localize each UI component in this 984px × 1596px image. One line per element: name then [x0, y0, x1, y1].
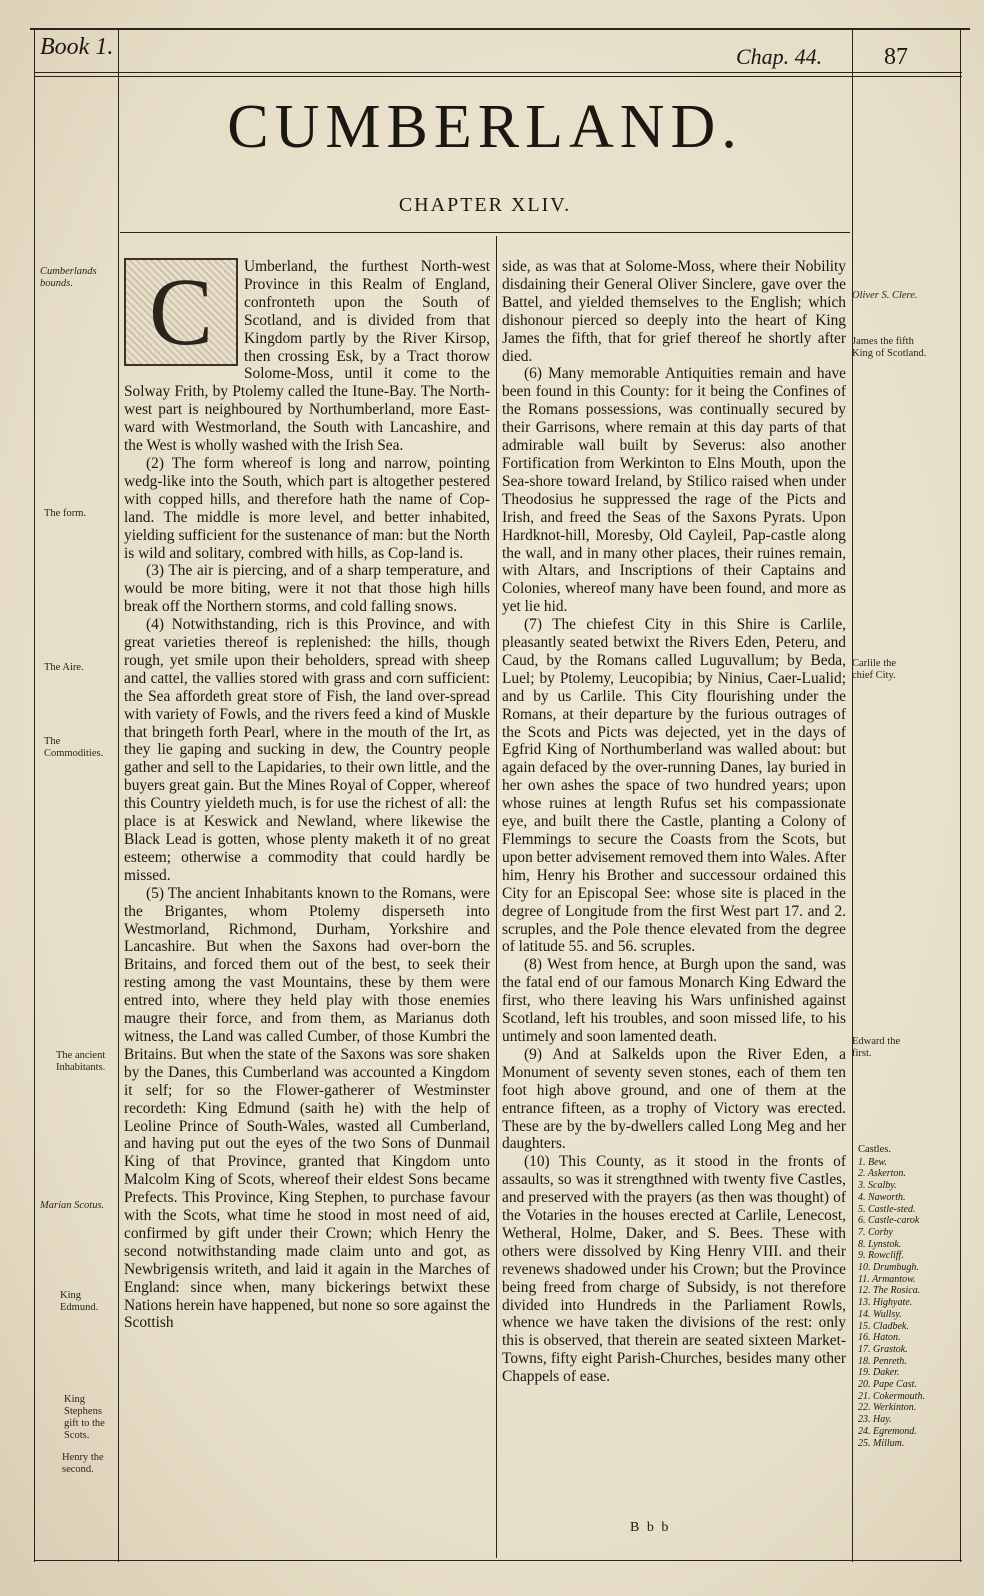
margin-note-stephen: King Stephens gift to the Scots. — [64, 1394, 105, 1441]
margin-note-edward: Edward the first. — [852, 1036, 901, 1059]
paragraph-10: (10) This County, as it stood in the fronts of assaults, so was it strengthned with twenty five Castles, and preserved with the prayers (as then was thought) of the Votaries in the houses erected at Carlile, Lenecost, Wetheral, Holme, Daker, and S. Bees. These with others were dissolved by King Henry VIII. and their revenews shadowed under his Crown; but the Province being freed from charge of Subsidy, is not therefore divided into Hundreds in the Parliament Rowls, whence we have taken the divisions of the rest: only this is observed, that therein are seated sixteen Market-Towns, fifty eight Parish-Churches, besides many other Chappels of ease. — [502, 1153, 846, 1386]
ornamental-dropcap — [124, 258, 238, 366]
paragraph-2: (2) The form whereof is long and narrow, pointing wedg-like into the South, which part is altogether pestered with copped hills, and therefore hath the name of Cop-land. The middle is more level, and better inhabited, yielding sufficient for the sustenance of man: but the North is wild and solitary, combred with hills, as Cop-land is. — [124, 454, 490, 562]
paragraph-3: (3) The air is piercing, and of a sharp temperature, and would be more biting, were it not that those high hills break off the Northern storms, and cold falling snows. — [124, 562, 490, 616]
margin-note-inhabitants: The ancient Inhabitants. — [56, 1050, 106, 1073]
castles-items — [858, 1157, 958, 1450]
list-item: 3. Scalby. — [858, 1180, 897, 1192]
paragraph-5: (5) The ancient Inhabitants known to the Romans, were the Brigantes, whom Ptolemy disperseth into Westmorland, Richmond, Durham, Yorkshire and Lancashire. But when the Saxons had over-born the Britains, and forced them out of the best, to seek their resting among the vast Mountains, these by them were entred into, where they held play with those enemies maugre their force, and from them, as Marianus doth witness, the Land was called Cumber, of those Kumbri the Britains. But when the state of the Saxons was sore shaken by the Danes, this Cumberland was accounted a Kingdom it self; for so the Flower-gatherer of Westminster recordeth: King Edmund (saith he) with the help of Leoline Prince of South-Wales, wasted all Cumberland, and having put out the eyes of the two Sons of Dunmail King of that Province, granted that Kingdom unto Malcolm King of Scots, whereof their eldest Sons became Prefects. This Province, King Stephen, to purchase favour with the Scots, what time he stood in most need of aid, confirmed by gift under their Crown; which Henry the second notwithstanding made claim unto and got, as Newbrigensis writeth, and laid it again in the Marches of England: since when, many bickerings betwixt these Nations herein have happened, but none so sore against the Scottish — [124, 884, 490, 1332]
margin-note-marian: Marian Scotus. — [40, 1200, 105, 1211]
paragraph-9: (9) And at Salkelds upon the River Eden, a Monument of seventy seven stones, each of them ten foot high above ground, and one of them at the entrance fifteen, as a trophy of Victory was erected. These are by the by-dwellers called Long Meg and her daughters. — [502, 1045, 846, 1153]
top-rule — [30, 28, 970, 30]
list-item: 16. Haton. — [858, 1332, 901, 1344]
paragraph-6: (6) Many memorable Antiquities remain and have been found in this County: for it being the Confines of the Romans possessions, was continually secured by their Garrisons, where remain at this day parts of that admirable wall built by Severus: also another Fortification from Werkinton to Elns Mouth, upon the Sea-shore toward Ireland, by Stilico raised when under Theodosius he suppressed the rage of the Picts and Irish, and freed the Seas of the Saxons Pyrats. Upon Hardknot-hill, Moresby, Old Cayleil, Pap-castle along the wall, and in many other places, their ruines remain, with Altars, and Inscriptions of their Captains and Colonies, whereof many have been found, and more as yet lie hid. — [502, 365, 846, 616]
page-title: CUMBERLAND. — [227, 93, 743, 161]
castles-title: Castles. — [858, 1144, 891, 1155]
chapter-rule — [120, 232, 850, 233]
left-text-rule — [118, 28, 119, 1562]
list-item: 17. Grastok. — [858, 1343, 908, 1355]
list-item: 14. Wullsy. — [858, 1308, 902, 1320]
list-item: 10. Drumbugh. — [858, 1262, 919, 1274]
list-item: 12. The Rosica. — [858, 1285, 921, 1297]
list-item: 7. Corby — [858, 1226, 893, 1238]
margin-note-form: The form. — [44, 508, 86, 519]
margin-note-carlile: Carlile the chief City. — [852, 658, 897, 681]
list-item: 21. Cokermouth. — [858, 1390, 925, 1402]
paragraph-8: (8) West from hence, at Burgh upon the sand, was the fatal end of our famous Monarch King Edward the first, who there leaving his Wars unfinished against Scotland, left his troubles, and soon missed life, to his untimely and soon lamented death. — [502, 956, 846, 1045]
list-item: 11. Armantow. — [858, 1273, 916, 1285]
list-item: 24. Egremond. — [858, 1425, 917, 1437]
list-item: 8. Lynstok. — [858, 1238, 902, 1250]
page-number: 87 — [884, 44, 908, 70]
list-item: 18. Penreth. — [858, 1355, 907, 1367]
header-rule-2 — [34, 76, 962, 77]
right-margin-rule — [960, 28, 961, 1562]
margin-note-edmund: King Edmund. — [60, 1290, 99, 1313]
margin-note-henry: Henry the second. — [62, 1452, 104, 1475]
left-text-column — [124, 258, 490, 1332]
book-label: Book 1. — [40, 34, 114, 60]
list-item: 1. Bew. — [858, 1156, 887, 1168]
list-item: 6. Castle-carok — [858, 1215, 920, 1227]
margin-note-aire: The Aire. — [44, 662, 84, 673]
paragraph-4: (4) Notwithstanding, rich is this Province, and with great varieties thereof is replenished: the hills, though rough, yet smile upon their beholders, spread with sheep and cattel, the vallies stored with grass and corn sufficient: the Sea affordeth great store of Fish, the land over-spread with variety of Fowls, and the rivers feed a kind of Muskle that bringeth forth Pearl, where in the mouth of the Irt, as they lie gaping and sucking in dew, the Country people gather and sell to the Lapidaries, to their own little, and the buyers great gain. But the Mines Royal of Copper, whereof this Country yieldeth much, is for use the richest of all: the place is at Keswick and Newland, where likewise the Black Lead is gotten, whose plenty maketh it of no great esteem; otherwise a commodity that could hardly be missed. — [124, 616, 490, 884]
list-item: 9. Rowcliff. — [858, 1250, 904, 1262]
column-divider — [496, 236, 497, 1558]
chapter-label: Chap. 44. — [736, 44, 823, 69]
list-item: 13. Highyate. — [858, 1297, 913, 1309]
margin-note-oliver: Oliver S. Clere. — [852, 290, 918, 301]
paragraph-7: (7) The chiefest City in this Shire is Carlile, pleasantly seated betwixt the Rivers Eden, Peteru, and Caud, by the Romans called Luguvallum; by Beda, Luel; by Ptolemy, Leucopibia; by Ninius, Caer-Lualid; and by us Carlile. This City flourishing under the Romans, at their departure by the furious outrages of the Scots and Picts was dejected, yet in the days of Egfrid King of Northumberland was walled about: but again defaced by the over-running Danes, lay buried in her own ashes the space of two hundred years; upon whose ruines at length Rufus set his compassionate eye, and built there the Castle, planting a Colony of Flemmings to secure the Coasts from the Scots, but upon better advisement removed them into Wales. After him, Henry his Brother and successour ordained this City for an Episcopal See: whose site is placed in the degree of Longitude from the first West part 17. and 2. scruples, and the Pole thence elevated from the degree of latitude 55. and 56. scruples. — [502, 616, 846, 956]
list-item: 20. Pape Cast. — [858, 1379, 917, 1391]
chapter-heading: CHAPTER XLIV. — [398, 194, 572, 216]
margin-note-bounds: Cumberlands bounds. — [40, 266, 97, 289]
right-text-column — [502, 258, 846, 1386]
list-item: 5. Castle-sted. — [858, 1203, 916, 1215]
castles-list — [858, 1144, 958, 1449]
list-item: 2. Askerton. — [858, 1168, 906, 1180]
signature-mark: B b b — [630, 1520, 671, 1535]
list-item: 25. Millum. — [858, 1437, 905, 1449]
right-text-rule — [852, 28, 853, 1562]
list-item: 4. Naworth. — [858, 1191, 906, 1203]
list-item: 19. Daker. — [858, 1367, 900, 1379]
bottom-rule — [34, 1560, 962, 1561]
paragraph-1: Umberland, the furthest North-west Province in this Realm of England, confronteth upon the South of Scotland, and is divided from that Kingdom partly by the River Kirsop, then crossing Esk, by a Tract thorow Solome-Moss, until it come to the Solway Frith, by Ptolemy called the Itune-Bay. The North-west part is neighboured by Northumberland, more East-ward with Westmorland, the South with Lancashire, and the West is wholly washed with the Irish Sea. — [124, 258, 490, 455]
list-item: 23. Hay. — [858, 1414, 892, 1426]
margin-note-commodities: The Commodities. — [44, 736, 104, 759]
list-item: 22. Werkinton. — [858, 1402, 917, 1414]
margin-note-james: James the fifth King of Scotland. — [852, 336, 927, 359]
list-item: 15. Cladbek. — [858, 1320, 909, 1332]
header-rule — [34, 72, 962, 73]
dropcap-letter: C — [148, 258, 214, 365]
paragraph-5-cont: side, as was that at Solome-Moss, where their Nobility disdaining their General Oliver Sinclere, gave over the Battel, and yielded themselves to the English; which dishonour pierced so deeply into the heart of King James the fifth, that for grief thereof he shortly after died. — [502, 258, 846, 365]
left-margin-rule — [34, 28, 35, 1562]
